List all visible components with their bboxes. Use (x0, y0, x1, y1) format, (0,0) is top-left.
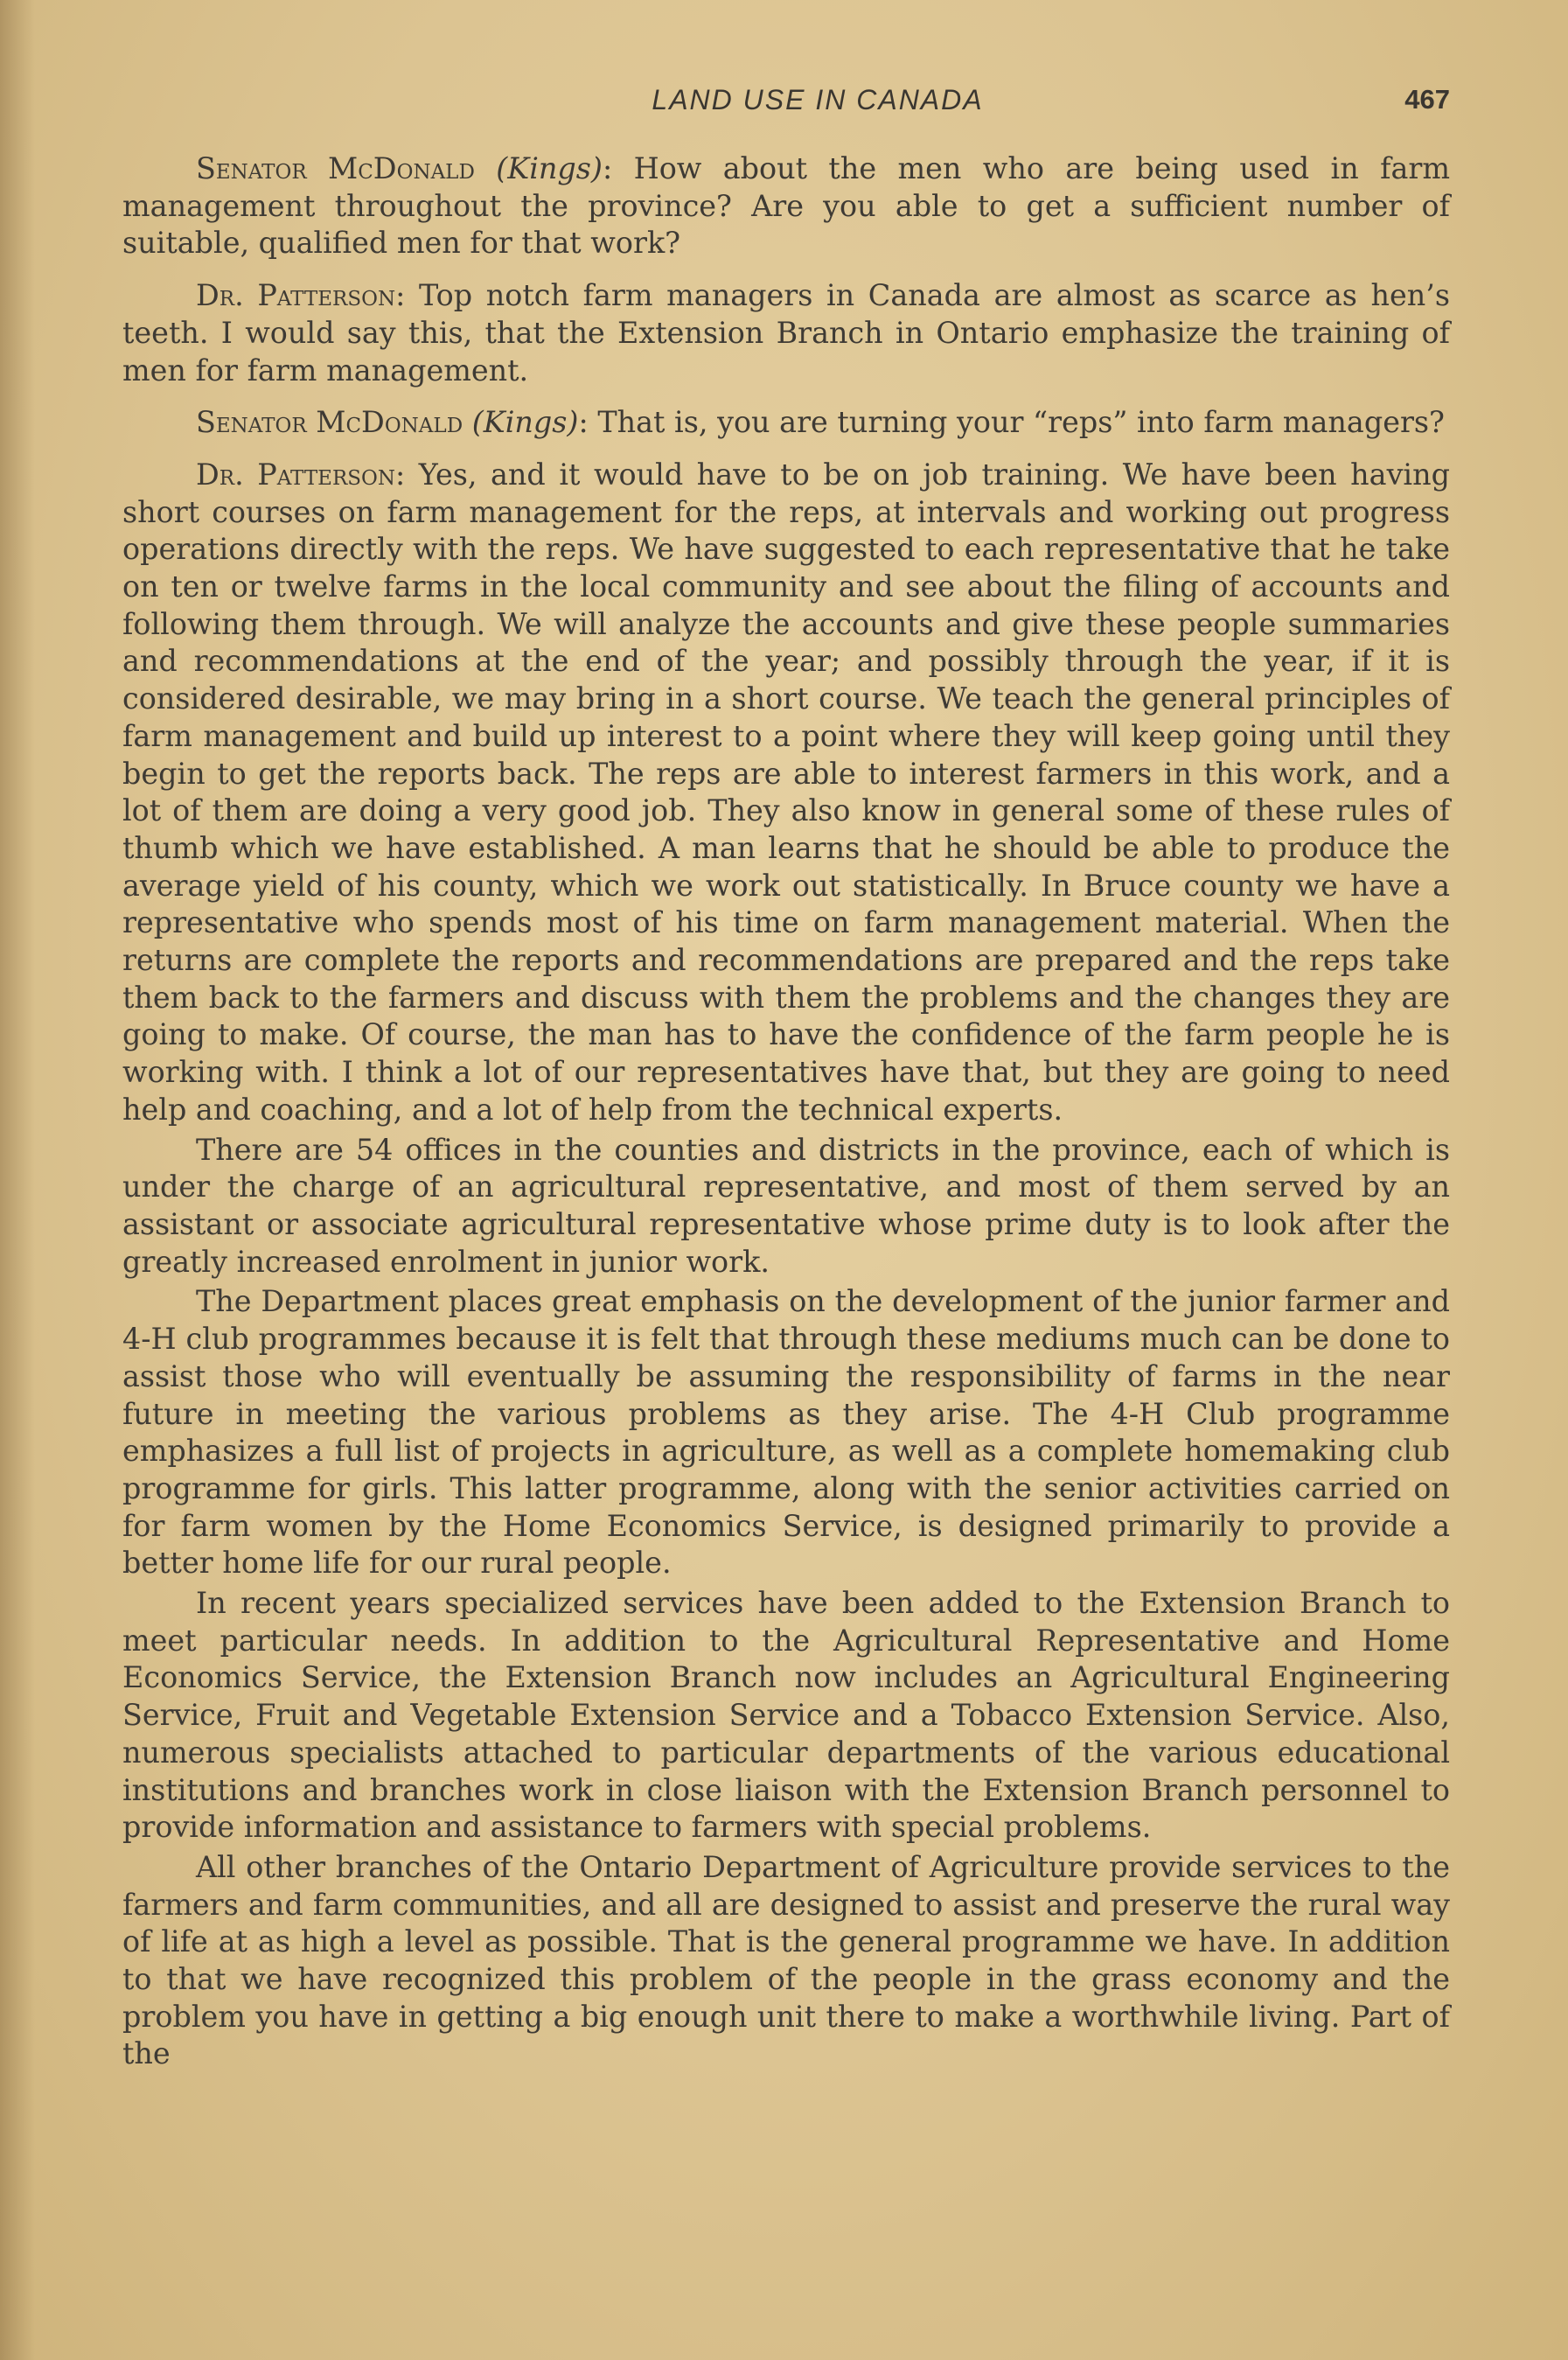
speaker-name: Dr. Patterson: (196, 457, 406, 492)
speaker-colon: : (602, 151, 613, 185)
paragraph-junior-farmer: The Department places great emphasis on the development of the junior farmer and 4-H club programmes because it is felt that through these mediums much can be done to assist those who will eventually be assuming the responsibility of farms in the near future in meeting the various problems as they arise. The 4-H Club programme emphasizes a full list of projects in agriculture, as well as a complete homemaking club programme for girls. This latter programme, along with the senior activities carried on for farm women by the Home Economics Service, is designed primarily to provide a better home life for our rural people. (122, 1284, 1450, 1581)
paragraph-text: Yes, and it would have to be on job training. We have been having short courses on farm management for the reps, at intervals and working out progress operations directly with the reps. We have suggested to each representative that he take on ten or twelve farms in the local community and see about the filing of accounts and following them through. We will analyze the accounts and give these people summaries and recommendations at the end of the year; and possibly through the year, if it is considered desirable, we may bring in a short course. We teach the general principles of farm management and build up interest to a point where they will keep going until they begin to get the reports back. The reps are able to interest farmers in this work, and a lot of them are doing a very good job. They also know in general some of these rules of thumb which we have established. A man learns that he should be able to produce the average yield of his county, which we work out statistically. In Bruce county we have a representative who spends most of his time on farm management material. When the returns are complete the reports and recommendations are prepared and the reps take them back to the farmers and discuss with them the problems and the changes they are going to make. Of course, the man has to have the confidence of the farm people he is working with. I think a lot of our representatives have that, but they are going to need help and coaching, and a lot of help from the technical experts. (122, 457, 1450, 1127)
paragraph-specialized-services: In recent years specialized services have been added to the Extension Branch to meet particular needs. In addition to the Agricultural Representative and Home Economics Service, the Extension Branch now includes an Agricultural Engineering Service, Fruit and Vegetable Extension Service and a Tobacco Extension Service. Also, numerous specialists attached to particular departments of the various educational institutions and branches work in close liaison with the Extension Branch personnel to provide information and assistance to farmers with special problems. (122, 1586, 1450, 1845)
speaker-name: Senator McDonald (196, 405, 463, 440)
paragraph-mcdonald-question-1 (122, 150, 1450, 262)
paragraph-other-branches: All other branches of the Ontario Department of Agriculture provide services to the farmers and farm communities, and all are designed to assist and preserve the rural way of life at as high a level as possible. That is the general programme we have. In addition to that we have recognized this problem of the people in the grass economy and the problem you have in getting a big enough unit there to make a worthwhile living. Part of the (122, 1849, 1450, 2071)
paragraph-text: That is, you are turning your “reps” into farm managers? (588, 405, 1445, 440)
paragraph-text: How about the men who are being used in farm management throughout the province? Are you able to get a sufficient number of suitable, qualified men for that work? (122, 151, 1450, 261)
paragraph-mcdonald-question-2 (122, 404, 1450, 442)
speaker-colon: : (578, 405, 589, 440)
paragraph-offices: There are 54 offices in the counties and districts in the province, each of which is under the charge of an agricultural representative, and most of them served by an assistant or associate agricultural representative whose prime duty is to look after the greatly increased enrolment in junior work. (122, 1132, 1450, 1279)
page-number: 467 (1404, 84, 1450, 115)
paragraph-patterson-answer-1 (122, 277, 1450, 389)
speaker-constituency: (Kings) (496, 151, 603, 185)
speaker-name: Dr. Patterson: (196, 278, 406, 313)
running-head: LAND USE IN CANADA (652, 84, 984, 115)
paragraph-text: Top notch farm managers in Canada are almost as scarce as hen’s teeth. I would say this, that the Extension Branch in Ontario emphasize the training of men for farm management. (122, 278, 1451, 388)
body-text (122, 150, 1450, 2073)
speaker-constituency: (Kings) (471, 405, 579, 440)
paragraph-patterson-answer-2 (122, 457, 1450, 1129)
page-header (185, 84, 1450, 128)
speaker-name: Senator McDonald (196, 151, 475, 185)
